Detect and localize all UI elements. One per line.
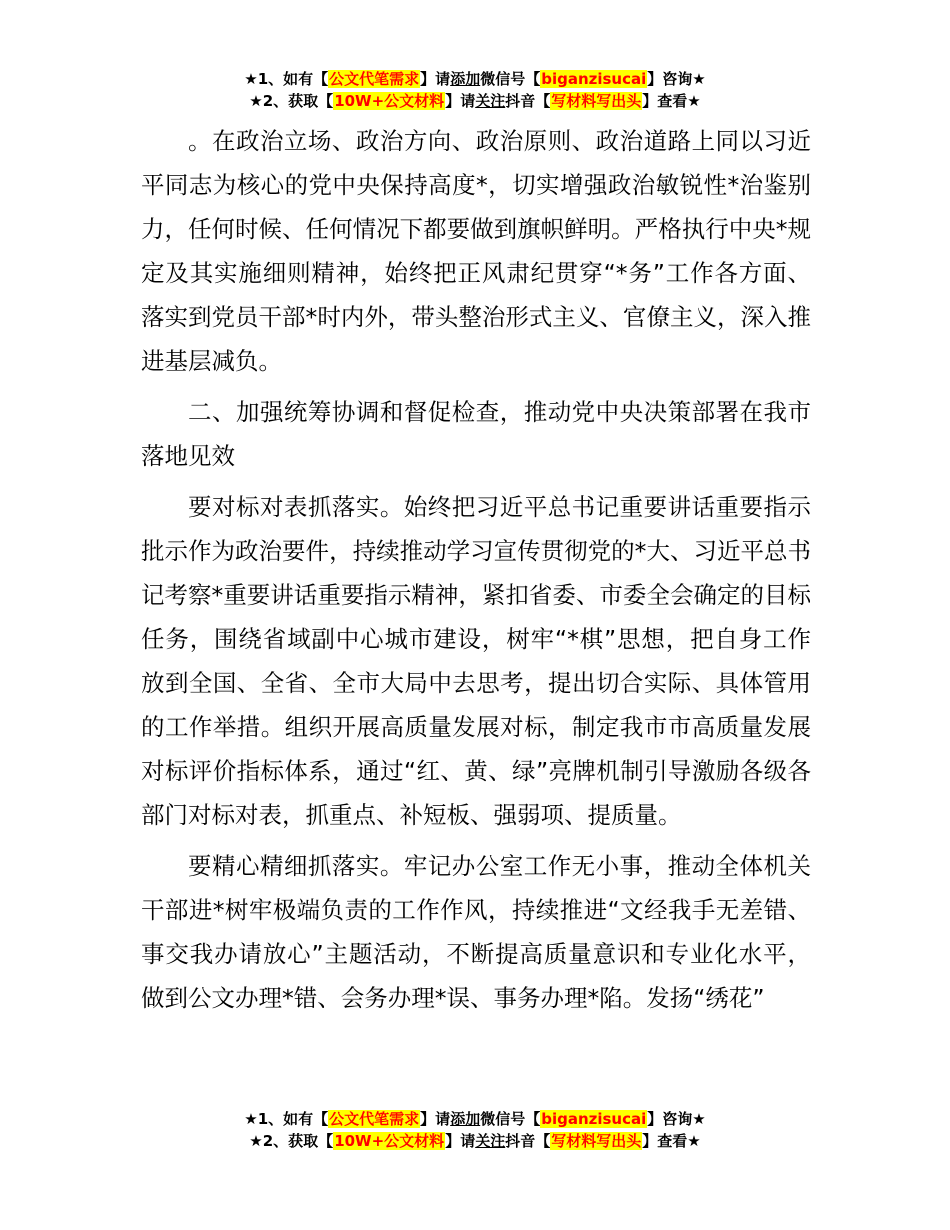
header-banner-line-2	[0, 90, 950, 112]
footer-banner-line-1	[0, 1108, 950, 1130]
banner-text: 抖音【	[505, 1132, 551, 1150]
banner-highlight: 公文代笔需求	[329, 70, 420, 88]
banner-text: ★1、如有【	[244, 1110, 329, 1128]
body-paragraph: 。在政治立场、政治方向、政治原则、政治道路上同以习近平同志为核心的党中央保持高度*，切实增强政治敏锐性*治鉴别力，任何时候、任何情况下都要做到旗帜鲜明。严格执行中央*规定及其实施细则精神，始终把正风肃纪贯穿“*务”工作各方面、落实到党员干部*时内外，带头整治形式主义、官僚主义，深入推进基层减负。	[141, 127, 811, 375]
banner-text: ★1、如有【	[244, 70, 329, 88]
banner-underline: 添加	[450, 1110, 481, 1128]
banner-highlight: biganzisucai	[541, 70, 647, 88]
banner-underline: 关注	[475, 92, 506, 110]
document-body	[141, 119, 811, 1027]
banner-underline: 添加	[450, 70, 481, 88]
banner-highlight: 10W+公文材料	[334, 92, 445, 110]
banner-highlight: 写材料写出头	[551, 92, 642, 110]
banner-text: 】咨询★	[647, 1110, 706, 1128]
banner-text: 】咨询★	[647, 70, 706, 88]
banner-highlight: 10W+公文材料	[334, 1132, 445, 1150]
banner-text: 】请	[445, 92, 476, 110]
banner-text: 】查看★	[642, 1132, 701, 1150]
banner-text: 】查看★	[642, 92, 701, 110]
banner-text: 】请	[420, 1110, 451, 1128]
footer-banner-line-2	[0, 1130, 950, 1152]
banner-text: 微信号【	[480, 70, 541, 88]
body-paragraph: 要精心精细抓落实。牢记办公室工作无小事，推动全体机关干部进*树牢极端负责的工作作风，持续推进“文经我手无差错、事交我办请放心”主题活动，不断提高质量意识和专业化水平，做到公文办理*错、会务办理*误、事务办理*陷。发扬“绣花”	[141, 852, 811, 1012]
body-paragraph: 要对标对表抓落实。始终把习近平总书记重要讲话重要指示批示作为政治要件，持续推动学习宣传贯彻党的*大、习近平总书记考察*重要讲话重要指示精神，紧扣省委、市委全会确定的目标任务，围绕省域副中心城市建设，树牢“*棋”思想，把自身工作放到全国、全省、全市大局中去思考，提出切合实际、具体管用的工作举措。组织开展高质量发展对标，制定我市市高质量发展对标评价指标体系，通过“红、黄、绿”亮牌机制引导激励各级各部门对标对表，抓重点、补短板、强弱项、提质量。	[141, 493, 811, 829]
banner-text: 微信号【	[480, 1110, 541, 1128]
banner-text: ★2、获取【	[249, 92, 334, 110]
banner-text: 】请	[445, 1132, 476, 1150]
section-heading: 二、加强统筹协调和督促检查，推动党中央决策部署在我市落地见效	[141, 398, 811, 470]
header-banner-line-1	[0, 68, 950, 90]
banner-text: ★2、获取【	[249, 1132, 334, 1150]
banner-underline: 关注	[475, 1132, 506, 1150]
banner-highlight: 公文代笔需求	[329, 1110, 420, 1128]
banner-text: 】请	[420, 70, 451, 88]
footer-banner	[0, 1108, 950, 1152]
header-banner	[0, 68, 950, 112]
banner-highlight: 写材料写出头	[551, 1132, 642, 1150]
banner-highlight: biganzisucai	[541, 1110, 647, 1128]
banner-text: 抖音【	[505, 92, 551, 110]
